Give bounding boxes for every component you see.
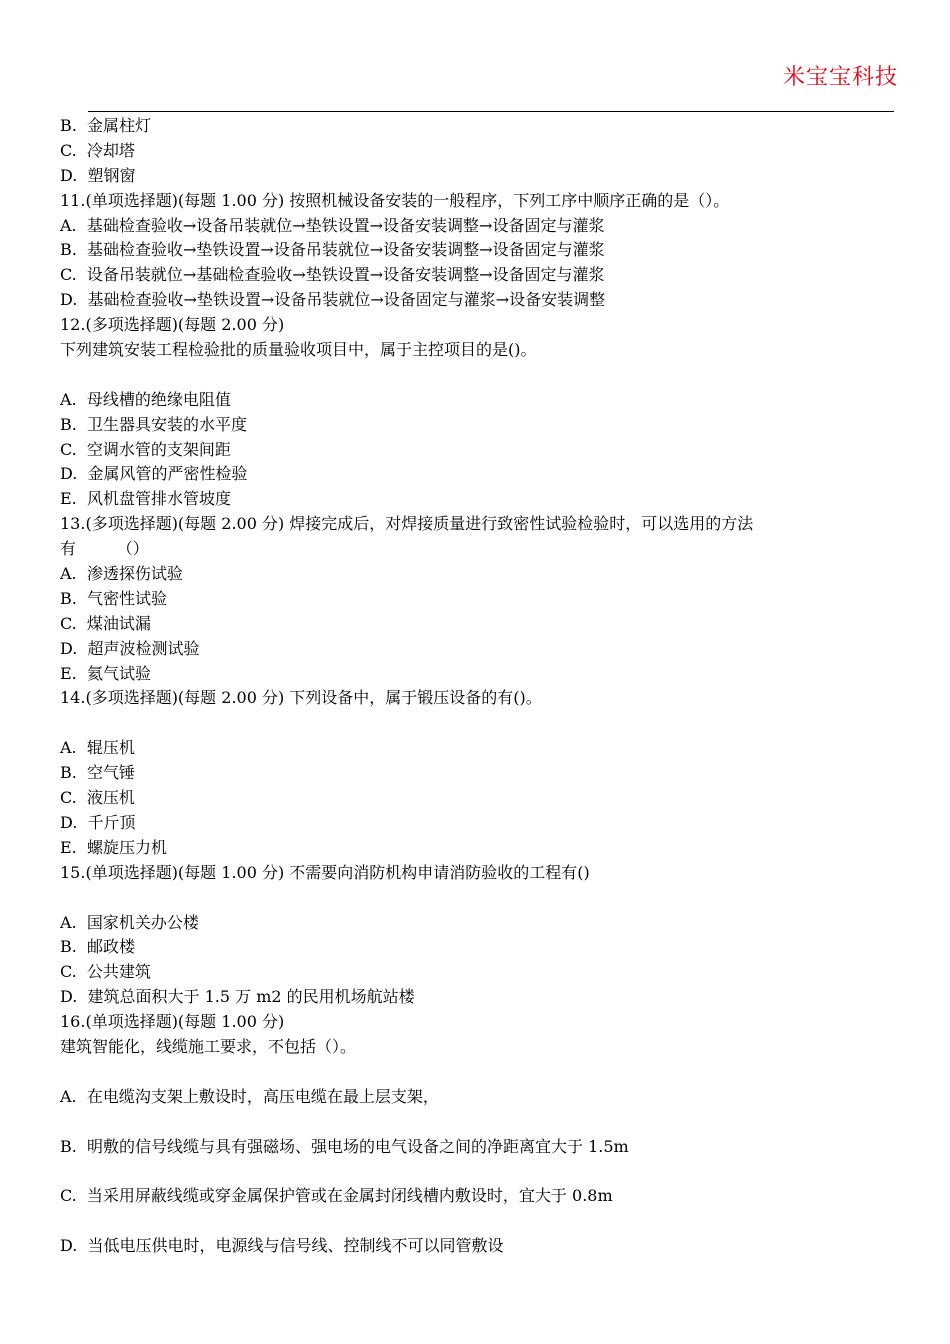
document-body: [60, 114, 900, 1259]
option-a: A. 辊压机: [60, 738, 135, 758]
option-c: C. 公共建筑: [60, 962, 151, 982]
option-e: E. 螺旋压力机: [60, 837, 167, 857]
option-c: C. 当采用屏蔽线缆或穿金属保护管或在金属封闭线槽内敷设时，宜大于 0.8m: [60, 1186, 613, 1206]
option-a: A. 渗透探伤试验: [60, 564, 183, 584]
option-d: D. 基础检查验收→垫铁设置→设备吊装就位→设备固定与灌浆→设备安装调整: [60, 290, 606, 310]
option-c: C. 设备吊装就位→基础检查验收→垫铁设置→设备安装调整→设备固定与灌浆: [60, 265, 605, 285]
blank-line: [60, 1209, 900, 1234]
option-b: B. 气密性试验: [60, 588, 168, 608]
question-13-continued: 有 （）: [60, 539, 149, 559]
question-13: 13.(多项选择题)(每题 2.00 分) 焊接完成后，对焊接质量进行致密性试验检验时，可以选用的方法: [60, 514, 754, 534]
brand-logo-text: 米宝宝科技: [782, 65, 898, 90]
option-b: B. 卫生器具安装的水平度: [60, 414, 248, 434]
question-15: 15.(单项选择题)(每题 1.00 分) 不需要向消防机构申请消防验收的工程有(): [60, 862, 590, 882]
header-divider: [88, 111, 894, 112]
option-c: C. 冷却塔: [60, 140, 135, 160]
question-14: 14.(多项选择题)(每题 2.00 分) 下列设备中，属于锻压设备的有()。: [60, 688, 542, 708]
blank-line: [60, 1110, 900, 1135]
option-e: E. 氦气试验: [60, 663, 151, 683]
blank-line: [60, 711, 900, 736]
blank-line: [60, 363, 900, 388]
option-d: D. 千斤顶: [60, 812, 136, 832]
option-c: C. 空调水管的支架间距: [60, 439, 231, 459]
option-a: A. 在电缆沟支架上敷设时，高压电缆在最上层支架，: [60, 1086, 439, 1106]
question-16-stem: 建筑智能化，线缆施工要求，不包括（）。: [60, 1036, 357, 1056]
option-d: D. 建筑总面积大于 1.5 万 m2 的民用机场航站楼: [60, 987, 415, 1007]
question-11: 11.(单项选择题)(每题 1.00 分) 按照机械设备安装的一般程序，下列工序中顺序正确的是（）。: [60, 190, 730, 210]
option-e: E. 风机盘管排水管坡度: [60, 489, 231, 509]
option-b: B. 明敷的信号线缆与具有强磁场、强电场的电气设备之间的净距离宜大于 1.5m: [60, 1136, 629, 1156]
option-a: A. 母线槽的绝缘电阻值: [60, 389, 231, 409]
option-c: C. 煤油试漏: [60, 613, 151, 633]
option-b: B. 空气锤: [60, 763, 136, 783]
option-d: D. 超声波检测试验: [60, 638, 200, 658]
blank-line: [60, 886, 900, 911]
option-d: D. 塑钢窗: [60, 165, 136, 185]
question-12-stem: 下列建筑安装工程检验批的质量验收项目中，属于主控项目的是()。: [60, 340, 537, 360]
question-12-header: 12.(多项选择题)(每题 2.00 分): [60, 315, 285, 335]
option-c: C. 液压机: [60, 788, 135, 808]
option-b: B. 金属柱灯: [60, 116, 152, 135]
option-a: A. 国家机关办公楼: [60, 912, 199, 932]
option-d: D. 当低电压供电时，电源线与信号线、控制线不可以同管敷设: [60, 1236, 504, 1256]
option-b: B. 邮政楼: [60, 937, 136, 957]
option-b: B. 基础检查验收→垫铁设置→设备吊装就位→设备安装调整→设备固定与灌浆: [60, 240, 605, 260]
option-a: A. 基础检查验收→设备吊装就位→垫铁设置→设备安装调整→设备固定与灌浆: [60, 215, 605, 235]
question-16-header: 16.(单项选择题)(每题 1.00 分): [60, 1012, 285, 1032]
option-d: D. 金属风管的严密性检验: [60, 464, 248, 484]
blank-line: [60, 1159, 900, 1184]
blank-line: [60, 1060, 900, 1085]
